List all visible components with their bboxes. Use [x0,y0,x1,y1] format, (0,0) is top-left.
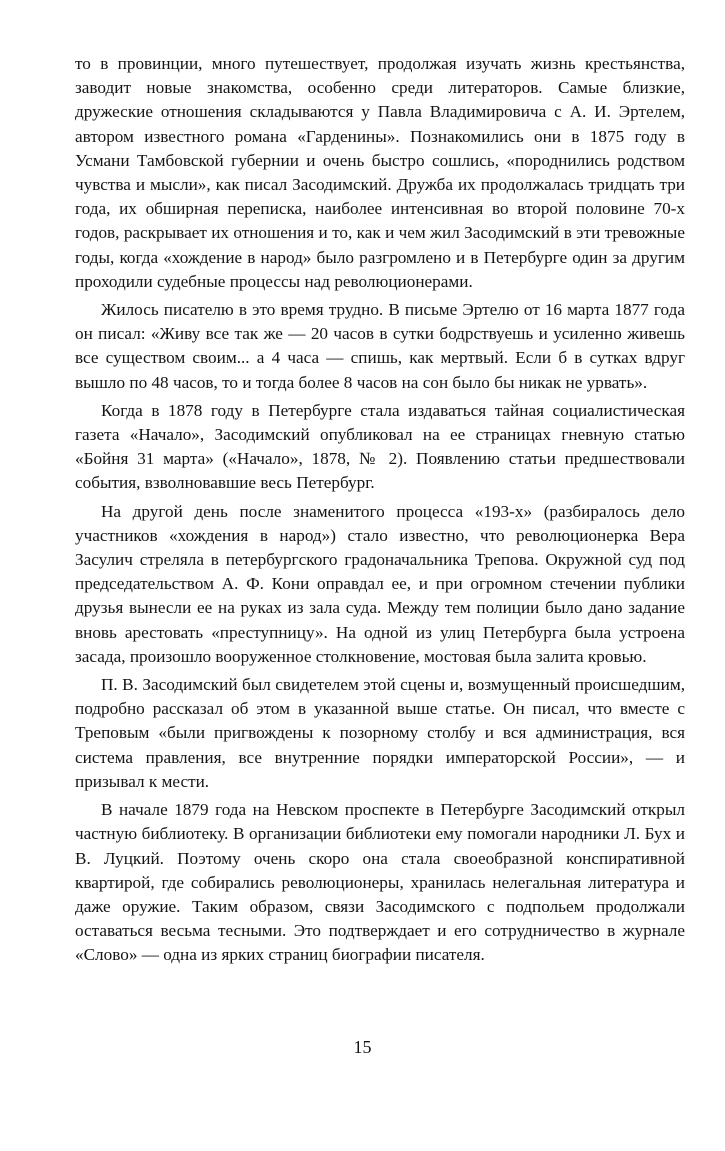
paragraph-2: Жилось писателю в это время трудно. В письме Эртелю от 16 марта 1877 года он писал: «Живу все так же — 20 часов в сутки бодрствуешь и усиленно живешь все существом своим... а 4 часа — спишь, как мертвый. Если б в сутках вдруг вышло по 48 часов, то и тогда более 8 часов на сон было бы никак не урвать». [75,300,685,392]
paragraph-3: Когда в 1878 году в Петербурге стала издаваться тайная социалистическая газета «Начало», Засодимский опубликовал на ее страницах гневную статью «Бойня 31 марта» («Начало», 1878, № 2). Появлению статьи предшествовали события, взволновавшие весь Петербург. [75,400,685,493]
page-body [75,52,685,972]
paragraph-6: В начале 1879 года на Невском проспекте в Петербурге Засодимский открыл частную библиотеку. В организации библиотеки ему помогали народники Л. Бух и В. Луцкий. Поэтому очень скоро она стала своеобразной конспиративной квартирой, где собирались революционеры, хранилась нелегальная литература и даже оружие. Таким образом, связи Засодимского с подпольем продолжали оставаться весьма тесными. Это подтверждает и его сотрудничество в журнале «Слово» — одна из ярких страниц биографии писателя. [75,800,685,965]
paragraph-5: П. В. Засодимский был свидетелем этой сцены и, возмущенный происшедшим, подробно рассказал об этом в указанной выше статье. Он писал, что вместе с Треповым «были пригвождены к позорному столбу и вся администрация, вся система правления, все внутренние порядки императорской России», — и призывал к мести. [75,675,685,791]
page-number: 15 [353,1037,372,1057]
paragraph-1: то в провинции, много путешествует, продолжая изучать жизнь крестьянства, заводит новые знакомства, особенно среди литераторов. Самые близкие, дружеские отношения складываются у Павла Владимировича с А. И. Эртелем, автором известного романа «Гарденины». Познакомились они в 1875 году в Усмани Тамбовской губернии и очень быстро сошлись, «породнились родством чувства и мысли», как писал Засодимский. Дружба их продолжалась тридцать три года, их обширная переписка, наиболее интенсивная во второй половине 70-х годов, раскрывает их отношения и то, как и чем жил Засодимский в эти тревожные годы, когда «хождение в народ» было разгромлено и в Петербурге один за другим проходили судебные процессы над революционерами. [75,54,685,291]
paragraph-4: На другой день после знаменитого процесса «193-х» (разбиралось дело участников «хождения в народ») стало известно, что революционерка Вера Засулич стреляла в петербургского градоначальника Трепова. Окружной суд под председательством А. Ф. Кони оправдал ее, и при огромном стечении публики друзья вынесли ее на руках из зала суда. Между тем полиции было дано задание вновь арестовать «преступницу». На одной из улиц Петербурга была устроена засада, произошло вооруженное столкновение, мостовая была залита кровью. [75,501,685,666]
